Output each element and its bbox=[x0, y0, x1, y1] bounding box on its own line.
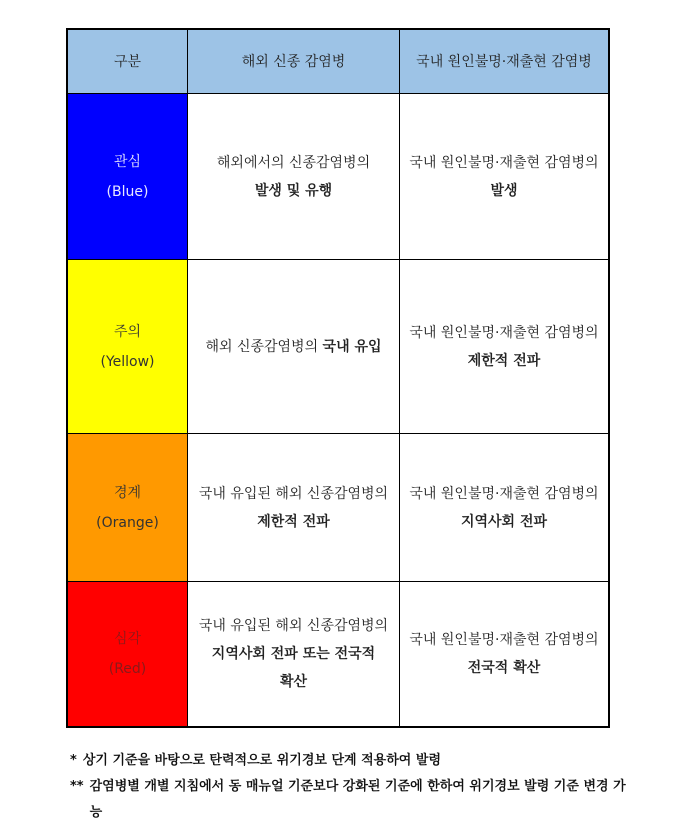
domestic-cell bbox=[400, 434, 608, 582]
header-domestic: 국내 원인불명·재출현 감염병 bbox=[400, 30, 608, 94]
level-name: 관심 bbox=[113, 153, 142, 170]
domestic-line: 국내 원인불명·재출현 감염병의 bbox=[409, 485, 599, 502]
overseas-line-plain: 해외 신종감염병의 bbox=[205, 338, 323, 355]
level-cell-yellow bbox=[68, 260, 188, 434]
domestic-line-emphasis: 전국적 확산 bbox=[467, 660, 541, 676]
overseas-line: 국내 유입된 해외 신종감염병의 bbox=[198, 618, 389, 634]
domestic-cell bbox=[400, 260, 608, 434]
footnote-text: 상기 기준을 바탕으로 탄력적으로 위기경보 단계 적용하여 발령 bbox=[82, 753, 442, 768]
level-color-name: (Yellow) bbox=[100, 353, 155, 370]
domestic-line: 국내 원인불명·재출현 감염병의 bbox=[409, 324, 599, 341]
footnote bbox=[70, 748, 630, 774]
overseas-cell bbox=[188, 582, 400, 726]
footnote-text: 감염병별 개별 지침에서 동 매뉴얼 기준보다 강화된 기준에 한하여 위기경보 발령 기준 변경 가능 bbox=[89, 779, 626, 820]
header-category: 구분 bbox=[68, 30, 188, 94]
domestic-cell bbox=[400, 582, 608, 726]
domestic-line-emphasis: 발생 bbox=[490, 182, 518, 199]
overseas-line-emphasis: 국내 유입 bbox=[322, 338, 382, 355]
overseas-line-emphasis: 발생 및 유행 bbox=[254, 182, 333, 199]
level-name: 주의 bbox=[113, 323, 142, 340]
overseas-cell bbox=[188, 94, 400, 260]
overseas-line bbox=[205, 333, 381, 361]
header-overseas: 해외 신종 감염병 bbox=[188, 30, 400, 94]
level-cell-red bbox=[68, 582, 188, 726]
level-cell-blue bbox=[68, 94, 188, 260]
alert-level-table bbox=[66, 28, 610, 728]
level-color-name: (Orange) bbox=[96, 514, 159, 531]
overseas-cell bbox=[188, 260, 400, 434]
overseas-line-emphasis: 확산 bbox=[279, 674, 308, 690]
footnotes bbox=[70, 748, 630, 826]
level-name: 경계 bbox=[113, 484, 142, 501]
domestic-cell bbox=[400, 94, 608, 260]
overseas-line-emphasis: 지역사회 전파 또는 전국적 bbox=[211, 646, 376, 662]
footnote-mark: * bbox=[70, 753, 77, 768]
overseas-cell bbox=[188, 434, 400, 582]
overseas-line-emphasis: 제한적 전파 bbox=[257, 513, 330, 530]
overseas-line: 국내 유입된 해외 신종감염병의 bbox=[198, 485, 389, 502]
domestic-line-emphasis: 지역사회 전파 bbox=[460, 513, 548, 530]
level-color-name: (Blue) bbox=[106, 183, 149, 200]
footnote-mark: ** bbox=[70, 779, 84, 794]
domestic-line: 국내 원인불명·재출현 감염병의 bbox=[409, 632, 599, 648]
footnote bbox=[70, 774, 630, 826]
domestic-line-emphasis: 제한적 전파 bbox=[467, 352, 541, 369]
overseas-line: 해외에서의 신종감염병의 bbox=[216, 154, 371, 171]
domestic-line: 국내 원인불명·재출현 감염병의 bbox=[409, 154, 599, 171]
level-color-name: (Red) bbox=[108, 661, 147, 677]
level-name: 심각 bbox=[113, 631, 142, 647]
level-cell-orange bbox=[68, 434, 188, 582]
